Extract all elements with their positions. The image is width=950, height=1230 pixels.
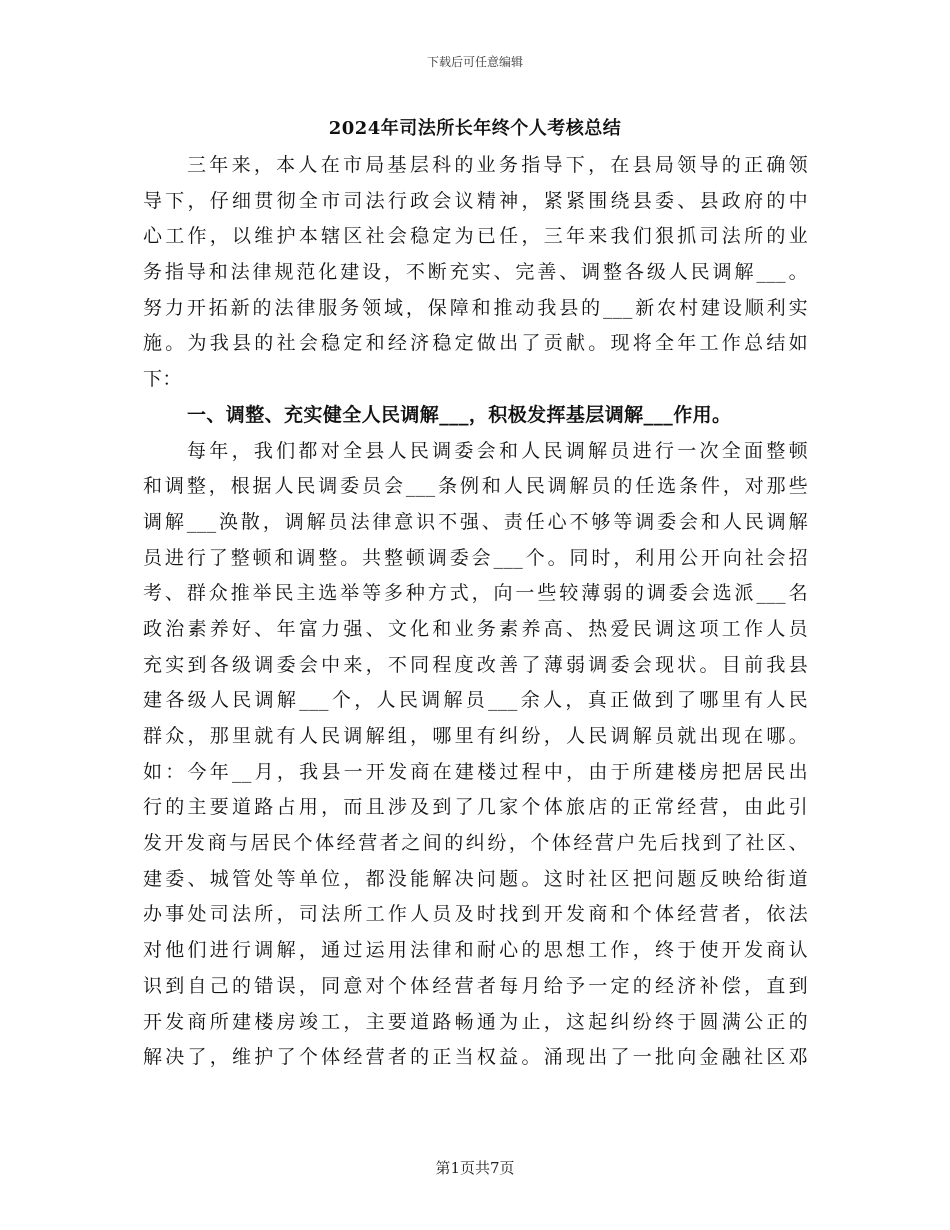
section-line: 识到自己的错误，同意对个体经营者每月给予一定的经济补偿，直到 xyxy=(143,974,808,997)
section-line: 群众，那里就有人民调解组，哪里有纠纷，人民调解员就出现在哪。 xyxy=(143,725,808,747)
section-line: 如：今年__月，我县一开发商在建楼过程中，由于所建楼房把居民出 xyxy=(143,760,808,783)
section-line: 办事处司法所，司法所工作人员及时找到开发商和个体经营者，依法 xyxy=(143,903,808,926)
page-number: 第1页共7页 xyxy=(435,1159,515,1177)
section-line: 建委、城管处等单位，都没能解决问题。这时社区把问题反映给街道 xyxy=(143,867,808,890)
section-line: 解决了，维护了个体经营者的正当权益。涌现出了一批向金融社区邓 xyxy=(143,1046,808,1069)
section-line: 调解___涣散，调解员法律意识不强、责任心不够等调委会和人民调解 xyxy=(143,510,808,533)
intro-line: 心工作，以维护本辖区社会稳定为已任，三年来我们狠抓司法所的业 xyxy=(143,225,808,248)
section-line: 和调整，根据人民调委员会___条例和人民调解员的任选条件，对那些 xyxy=(143,475,808,498)
intro-line: 务指导和法律规范化建设，不断充实、完善、调整各级人民调解___。 xyxy=(143,261,808,284)
intro-line: 下： xyxy=(143,368,182,391)
intro-line: 三年来，本人在市局基层科的业务指导下，在县局领导的正确领 xyxy=(187,154,808,176)
section-line: 政治素养好、年富力强、文化和业务素养高、热爱民调这项工作人员 xyxy=(143,617,808,640)
intro-line: 努力开拓新的法律服务领域，保障和推动我县的___新农村建设顺利实 xyxy=(143,296,808,319)
section-line: 员进行了整顿和调整。共整顿调委会___个。同时，利用公开向社会招 xyxy=(143,546,808,569)
section-line: 开发商所建楼房竣工，主要道路畅通为止，这起纠纷终于圆满公正的 xyxy=(143,1010,808,1033)
section-line: 发开发商与居民个体经营者之间的纠纷，个体经营户先后找到了社区、 xyxy=(143,832,808,855)
section-heading: 一、调整、充实健全人民调解___，积极发挥基层调解___作用。 xyxy=(187,403,732,426)
section-line: 行的主要道路占用，而且涉及到了几家个体旅店的正常经营，由此引 xyxy=(143,796,808,819)
intro-line: 施。为我县的社会稳定和经济稳定做出了贡献。现将全年工作总结如 xyxy=(143,332,808,355)
section-line: 对他们进行调解，通过运用法律和耐心的思想工作，终于使开发商认 xyxy=(143,939,808,962)
section-line: 充实到各级调委会中来，不同程度改善了薄弱调委会现状。目前我县 xyxy=(143,653,808,676)
page-header-note: 下载后可任意编辑 xyxy=(426,55,523,69)
section-line: 建各级人民调解___个，人民调解员___余人，真正做到了哪里有人民 xyxy=(143,689,808,712)
document-body xyxy=(143,148,808,1076)
section-line: 考、群众推举民主选举等多种方式，向一些较薄弱的调委会选派___名 xyxy=(143,582,808,605)
section-line: 每年，我们都对全县人民调委会和人民调解员进行一次全面整顿 xyxy=(187,439,808,462)
document-title: 2024年司法所长年终个人考核总结 xyxy=(328,118,622,139)
intro-line: 导下，仔细贯彻全市司法行政会议精神，紧紧围绕县委、县政府的中 xyxy=(143,189,808,212)
